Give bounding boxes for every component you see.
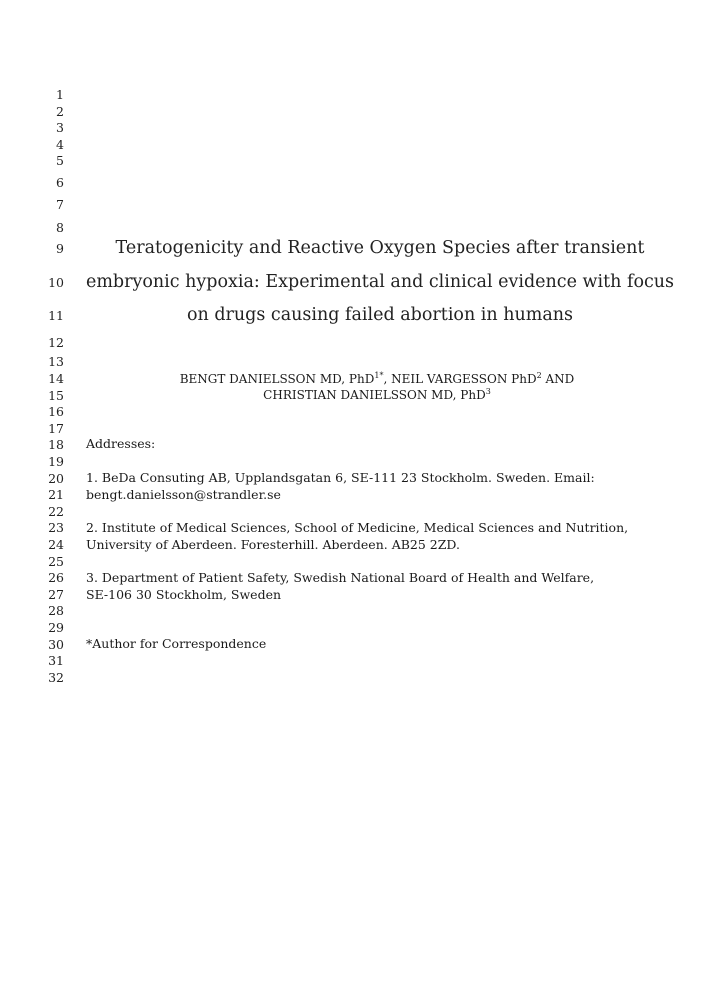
line-number: 23 xyxy=(48,520,64,535)
line-number: 6 xyxy=(56,175,64,190)
line-number: 18 xyxy=(48,437,64,452)
line-number: 14 xyxy=(48,371,64,386)
line-number: 28 xyxy=(48,603,64,618)
line-number: 20 xyxy=(48,471,64,486)
address-line: SE-106 30 Stockholm, Sweden xyxy=(86,587,282,602)
title-line: on drugs causing failed abortion in humans xyxy=(186,305,574,325)
line-number: 11 xyxy=(48,308,64,323)
line-number: 30 xyxy=(48,637,64,652)
line-number: 10 xyxy=(48,275,64,290)
line-number: 32 xyxy=(48,670,64,685)
line-number: 17 xyxy=(48,421,64,436)
line-number: 8 xyxy=(56,220,64,235)
affiliation-marker: 1* xyxy=(374,371,384,380)
line-number: 29 xyxy=(48,620,64,635)
line-number: 24 xyxy=(48,537,64,552)
author-line xyxy=(80,372,674,386)
line-number: 15 xyxy=(48,388,64,403)
line-number: 27 xyxy=(48,587,64,602)
line-number: 21 xyxy=(48,487,64,502)
addresses-heading: Addresses: xyxy=(86,436,156,451)
line-number: 12 xyxy=(48,335,64,350)
line-number: 1 xyxy=(56,87,64,102)
line-number: 3 xyxy=(56,120,64,135)
address-email: bengt.danielsson@strandler.se xyxy=(86,487,281,502)
address-line: 3. Department of Patient Safety, Swedish National Board of Health and Welfare, xyxy=(86,570,595,585)
line-number: 13 xyxy=(48,354,64,369)
title-line: embryonic hypoxia: Experimental and clinical evidence with focus xyxy=(85,272,675,292)
author-name: , NEIL VARGESSON PhD xyxy=(383,372,537,386)
line-number: 26 xyxy=(48,570,64,585)
affiliation-marker: 2 xyxy=(536,371,542,380)
line-number: 7 xyxy=(56,197,64,212)
address-line: 1. BeDa Consuting AB, Upplandsgatan 6, SE-111 23 Stockholm. Sweden. Email: xyxy=(86,470,595,485)
line-number: 19 xyxy=(48,454,64,469)
author-line xyxy=(80,388,674,402)
line-number: 9 xyxy=(56,241,64,256)
line-number: 4 xyxy=(56,137,64,152)
author-conjunction: AND xyxy=(541,372,575,386)
line-number: 2 xyxy=(56,104,64,119)
line-number: 22 xyxy=(48,504,64,519)
author-name: CHRISTIAN DANIELSSON MD, PhD xyxy=(263,388,486,402)
affiliation-marker: 3 xyxy=(485,387,491,396)
correspondence-note: *Author for Correspondence xyxy=(86,636,267,651)
line-number: 25 xyxy=(48,554,64,569)
address-line: University of Aberdeen. Foresterhill. Aberdeen. AB25 2ZD. xyxy=(86,537,460,552)
line-number: 16 xyxy=(48,404,64,419)
author-name: BENGT DANIELSSON MD, PhD xyxy=(179,372,375,386)
title-line: Teratogenicity and Reactive Oxygen Species after transient xyxy=(115,238,645,258)
line-number: 31 xyxy=(48,653,64,668)
address-line: 2. Institute of Medical Sciences, School of Medicine, Medical Sciences and Nutrition, xyxy=(86,520,629,535)
line-number: 5 xyxy=(56,153,64,168)
